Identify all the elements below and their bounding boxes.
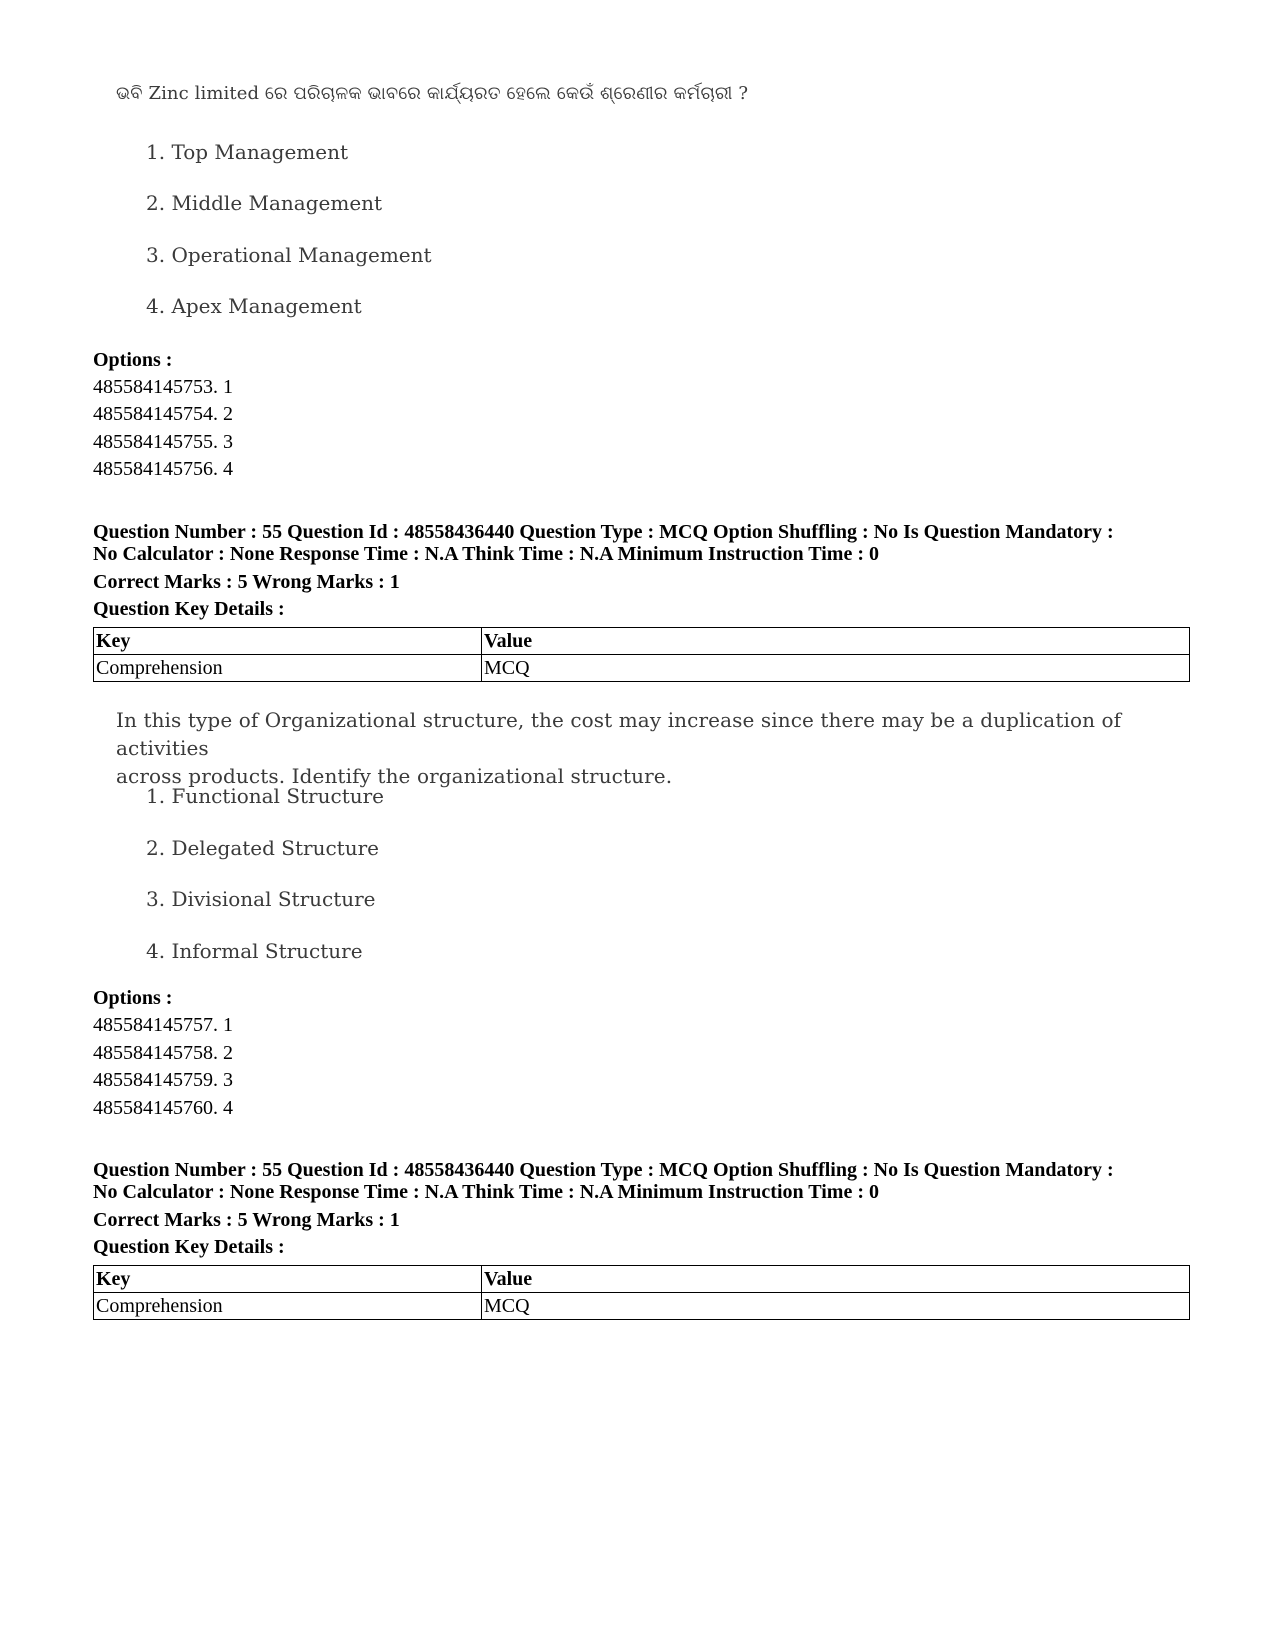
choice-1: 1. Functional Structure [146,784,385,808]
key-details-label: Question Key Details : [93,598,285,620]
table-header-row [94,1266,1190,1293]
table-row [94,655,1190,682]
question-meta-line: No Calculator : None Response Time : N.A Think Time : N.A Minimum Instruction Time : 0 [93,1181,879,1203]
table-cell: Comprehension [94,1293,482,1320]
question-meta-line: Question Number : 55 Question Id : 48558436440 Question Type : MCQ Option Shuffling : No Is Question Mandatory : [93,521,1114,543]
option-line: 485584145756. 4 [93,458,233,480]
key-details-label: Question Key Details : [93,1236,285,1258]
table-row [94,1293,1190,1320]
question-image-2 [100,706,1200,976]
key-details-table [93,627,1190,682]
options-label: Options : [93,349,173,371]
options-label: Options : [93,987,173,1009]
question-text-line: In this type of Organizational structure, the cost may increase since there may be a duplication of activities [116,708,1122,760]
table-header: Value [482,628,1190,655]
question-meta-line: No Calculator : None Response Time : N.A Think Time : N.A Minimum Instruction Time : 0 [93,543,879,565]
choice-3: 3. Divisional Structure [146,887,376,911]
option-line: 485584145757. 1 [93,1014,233,1036]
choice-3: 3. Operational Management [146,243,432,267]
option-line: 485584145758. 2 [93,1042,233,1064]
question-text: ଭବି Zinc limited ରେ ପରିଚାଳକ ଭାବରେ କାର୍ଯ୍ୟରତ ହେଲେ କେଉଁ ଶ୍ରେଣୀର କର୍ମଚାରୀ ? [116,83,749,104]
choice-1: 1. Top Management [146,140,348,164]
table-cell: MCQ [482,1293,1190,1320]
choice-2: 2. Middle Management [146,191,383,215]
option-line: 485584145754. 2 [93,403,233,425]
choice-4: 4. Apex Management [146,294,362,318]
table-header: Key [94,1266,482,1293]
table-cell: Comprehension [94,655,482,682]
table-header-row [94,628,1190,655]
question-meta-line: Question Number : 55 Question Id : 48558436440 Question Type : MCQ Option Shuffling : No Is Question Mandatory : [93,1159,1114,1181]
question-text-line: across products. Identify the organizational structure. [116,764,673,788]
choice-2: 2. Delegated Structure [146,836,379,860]
table-cell: MCQ [482,655,1190,682]
key-details-table [93,1265,1190,1320]
option-line: 485584145755. 3 [93,431,233,453]
choice-4: 4. Informal Structure [146,939,363,963]
option-line: 485584145760. 4 [93,1097,233,1119]
table-header: Value [482,1266,1190,1293]
option-line: 485584145759. 3 [93,1069,233,1091]
table-header: Key [94,628,482,655]
question-image-1 [100,80,1200,340]
option-line: 485584145753. 1 [93,376,233,398]
marks-line: Correct Marks : 5 Wrong Marks : 1 [93,571,400,593]
marks-line: Correct Marks : 5 Wrong Marks : 1 [93,1209,400,1231]
